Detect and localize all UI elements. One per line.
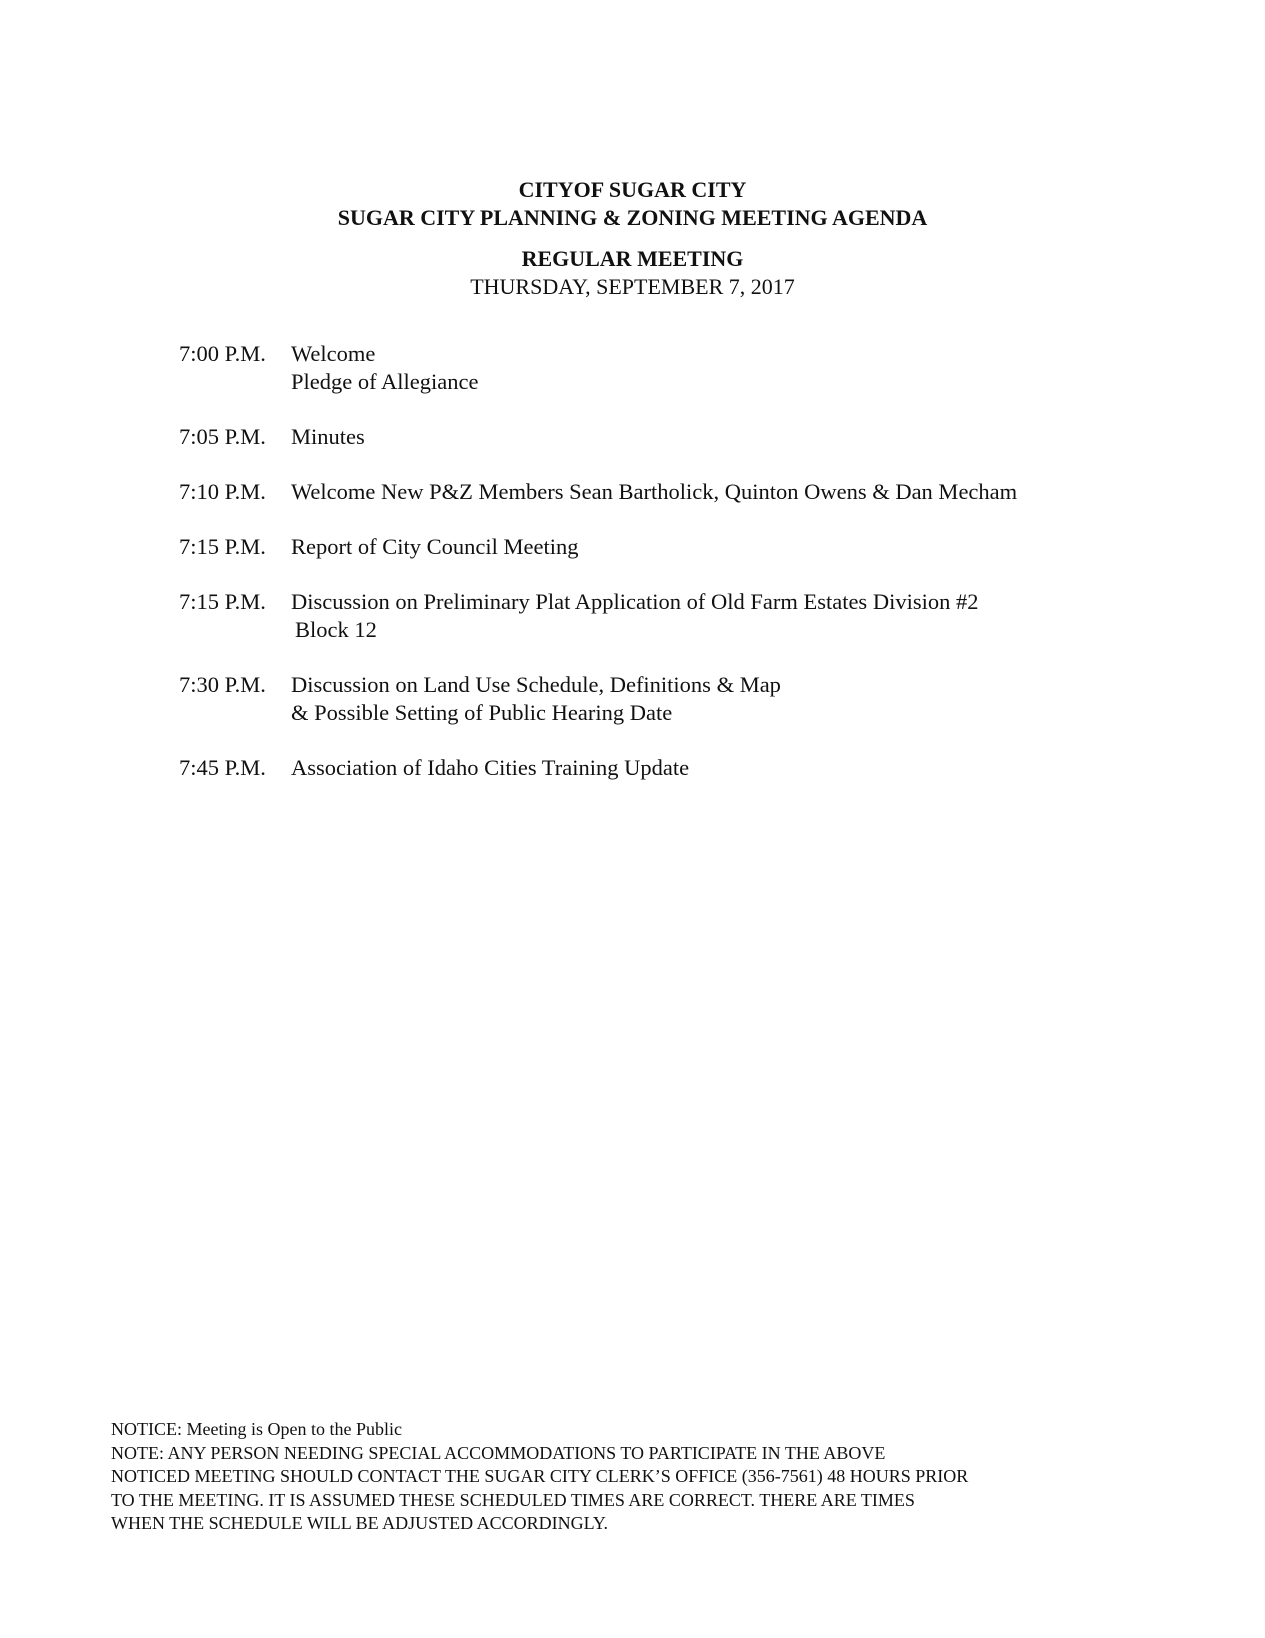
agenda-item-line: & Possible Setting of Public Hearing Date [291, 700, 673, 725]
notice-line: TO THE MEETING. IT IS ASSUMED THESE SCHEDULED TIMES ARE CORRECT. THERE ARE TIMES [111, 1489, 915, 1510]
agenda-item-line: Block 12 [295, 617, 377, 642]
agenda-item-line: Welcome New P&Z Members Sean Bartholick, Quinton Owens & Dan Mecham [291, 479, 1018, 504]
agenda-item-line: Report of City Council Meeting [291, 534, 579, 559]
agenda-item-line: Discussion on Preliminary Plat Application of Old Farm Estates Division #2 [291, 589, 979, 614]
meeting-date: THURSDAY, SEPTEMBER 7, 2017 [470, 274, 795, 299]
notice-line: NOTICED MEETING SHOULD CONTACT THE SUGAR CITY CLERK’S OFFICE (356-7561) 48 HOURS PRIOR [111, 1466, 969, 1486]
agenda-list [179, 340, 1199, 782]
agenda-item [179, 754, 1199, 782]
agenda-item-time: 7:10 P.M. [179, 479, 266, 504]
notice-line: NOTE: ANY PERSON NEEDING SPECIAL ACCOMMODATIONS TO PARTICIPATE IN THE ABOVE [111, 1442, 886, 1463]
notice-line: WHEN THE SCHEDULE WILL BE ADJUSTED ACCORDINGLY. [111, 1513, 609, 1533]
agenda-item-time: 7:30 P.M. [179, 672, 266, 697]
agenda-item-time: 7:05 P.M. [179, 424, 266, 449]
agenda-item-time: 7:15 P.M. [179, 534, 266, 559]
notice-line: NOTICE: Meeting is Open to the Public [111, 1419, 402, 1439]
meeting-type-heading: REGULAR MEETING [521, 246, 744, 271]
agenda-item-description [291, 533, 1199, 561]
city-name-heading: CITYOF SUGAR CITY [518, 177, 747, 202]
agenda-item-time: 7:15 P.M. [179, 589, 266, 614]
agenda-item [179, 588, 1199, 644]
agenda-item [179, 340, 1199, 396]
agenda-item-line: Association of Idaho Cities Training Update [291, 755, 690, 780]
agenda-item-time: 7:45 P.M. [179, 755, 266, 780]
agenda-item-description [291, 671, 1199, 727]
agenda-item-line: Minutes [291, 424, 365, 449]
agenda-item [179, 533, 1199, 561]
agenda-item-time: 7:00 P.M. [179, 341, 266, 366]
agenda-title-heading: SUGAR CITY PLANNING & ZONING MEETING AGENDA [337, 205, 928, 230]
agenda-item-line: Welcome [291, 341, 376, 366]
agenda-item-description [291, 754, 1199, 782]
agenda-item [179, 478, 1199, 506]
agenda-item-description [291, 588, 1199, 644]
agenda-item-line: Pledge of Allegiance [291, 369, 479, 394]
public-notice [111, 1418, 1171, 1536]
agenda-item [179, 423, 1199, 451]
agenda-item-description [291, 478, 1199, 506]
agenda-item-description [291, 340, 1199, 396]
agenda-item-line: Discussion on Land Use Schedule, Definitions & Map [291, 672, 781, 697]
agenda-item [179, 671, 1199, 727]
agenda-item-description [291, 423, 1199, 451]
